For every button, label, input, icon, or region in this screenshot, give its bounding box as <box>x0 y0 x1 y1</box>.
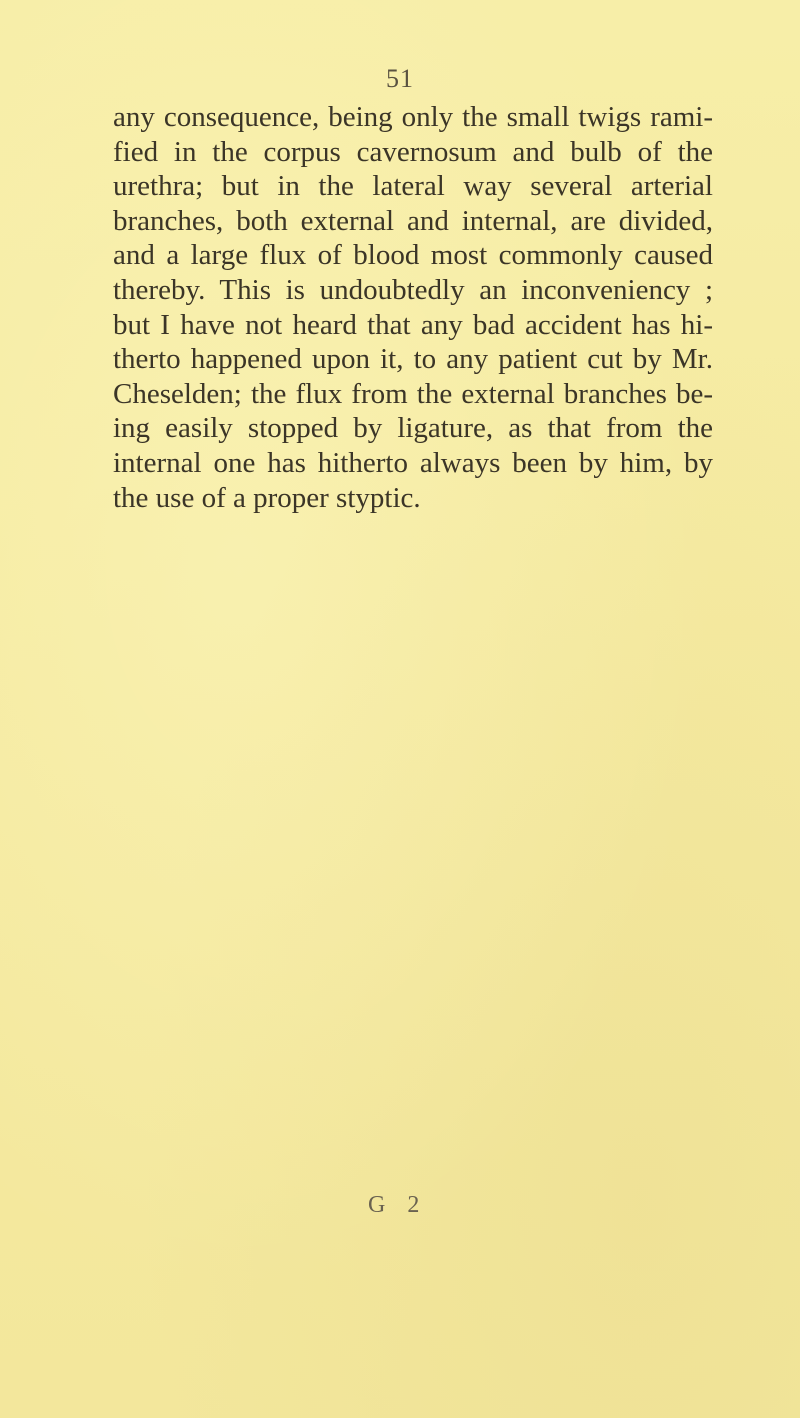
text-line: Cheselden; the flux from the external branches be- <box>113 377 713 410</box>
signature-mark: G 2 <box>368 1192 428 1218</box>
text-line: therto happened upon it, to any patient cut by Mr. <box>113 343 713 376</box>
text-line: internal one has hitherto always been by him, by <box>113 446 713 479</box>
text-line: the use of a proper styptic. <box>113 481 421 514</box>
text-line: and a large flux of blood most commonly caused <box>113 239 713 272</box>
body-paragraph <box>113 100 713 515</box>
text-line: any consequence, being only the small twigs rami- <box>113 101 713 133</box>
page-number: 51 <box>386 64 414 93</box>
text-line: fied in the corpus cavernosum and bulb of the <box>113 135 713 168</box>
text-line: urethra; but in the lateral way several arterial <box>113 170 713 203</box>
text-line: but I have not heard that any bad accident has hi- <box>113 308 713 341</box>
text-line: thereby. This is undoubtedly an inconveniency ; <box>113 273 713 306</box>
text-line: branches, both external and internal, are divided, <box>113 204 713 237</box>
text-line: ing easily stopped by ligature, as that from the <box>113 412 713 445</box>
